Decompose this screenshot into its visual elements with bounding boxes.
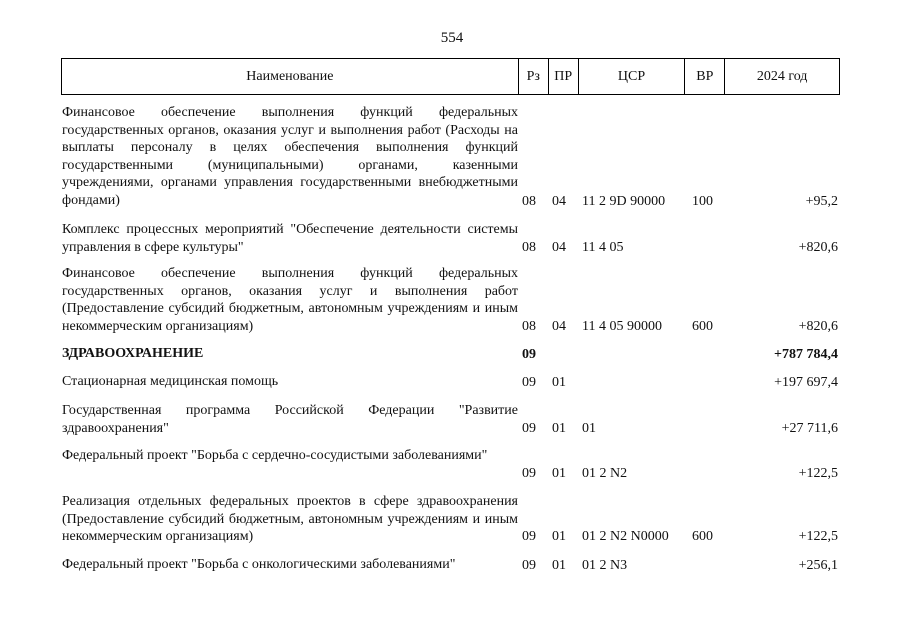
row-amount: +820,6: [798, 318, 838, 334]
row-csr: 11 4 05 90000: [582, 318, 662, 334]
row-amount: +197 697,4: [774, 374, 838, 390]
row-amount: +256,1: [798, 557, 838, 573]
row-csr: 01 2 N3: [582, 557, 628, 573]
row-name: Государственная программа Российской Федерации "Развитие здравоохранения": [62, 403, 518, 436]
row-name: ЗДРАВООХРАНЕНИЕ: [62, 346, 204, 361]
row-amount: +122,5: [798, 465, 838, 481]
table-row: [62, 447, 840, 482]
row-name: Реализация отдельных федеральных проектов в сфере здравоохранения (Предоставление субсидий бюджетным, автономным учреждениям и иным некоммерческим организациям): [62, 494, 518, 544]
row-amount: +27 711,6: [781, 420, 838, 436]
row-pr: 01: [552, 465, 566, 481]
row-name: Федеральный проект "Борьба с сердечно-сосудистыми заболеваниями": [62, 448, 488, 463]
row-rz: 09: [522, 420, 536, 436]
row-csr: 01 2 N2: [582, 465, 628, 481]
table-row: [62, 345, 840, 363]
column-header-vr: ВР: [685, 59, 725, 94]
column-header-pr: ПР: [549, 59, 579, 94]
column-header-csr: ЦСР: [579, 59, 686, 94]
row-rz: 09: [522, 528, 536, 544]
row-csr: 01: [582, 420, 596, 436]
row-vr: 600: [692, 528, 713, 544]
row-amount: +122,5: [798, 528, 838, 544]
row-pr: 04: [552, 239, 566, 255]
row-vr: 100: [692, 193, 713, 209]
row-name: Стационарная медицинская помощь: [62, 374, 279, 389]
row-pr: 04: [552, 193, 566, 209]
row-rz: 08: [522, 193, 536, 209]
column-header-year: 2024 год: [756, 68, 808, 84]
table-row: [62, 373, 840, 391]
row-name: Комплекс процессных мероприятий "Обеспечение деятельности системы управления в сфере культуры": [62, 222, 518, 255]
table-row: [62, 221, 840, 256]
row-csr: 11 4 05: [582, 239, 624, 255]
column-header-rz: Рз: [519, 59, 549, 94]
row-pr: 04: [552, 318, 566, 334]
row-name: Финансовое обеспечение выполнения функций федеральных государственных органов, оказания услуг и выполнения работ (Расходы на выплаты персоналу в целях обеспечения выполнения функций государственными (муниципальными) органами, казенными учреждениями, органами управления государственными внебюджетными фондами): [62, 105, 518, 208]
table-header: [61, 58, 840, 95]
column-header-name: Наименование: [62, 59, 519, 94]
row-amount: +820,6: [798, 239, 838, 255]
row-vr: 600: [692, 318, 713, 334]
table-row: [62, 265, 840, 335]
row-pr: 01: [552, 528, 566, 544]
row-pr: 01: [552, 374, 566, 390]
row-pr: 01: [552, 420, 566, 436]
page-number: 554: [440, 30, 464, 46]
row-csr: 01 2 N2 N0000: [582, 528, 669, 544]
row-rz: 09: [522, 374, 536, 390]
row-rz: 08: [522, 318, 536, 334]
row-rz: 09: [522, 557, 536, 573]
row-csr: 11 2 9D 90000: [582, 193, 666, 209]
row-name: Федеральный проект "Борьба с онкологическими заболеваниями": [62, 557, 456, 572]
row-rz: 08: [522, 239, 536, 255]
row-rz: 09: [522, 346, 536, 362]
table-row: [62, 402, 840, 437]
row-amount: +787 784,4: [774, 346, 838, 362]
table-row: [62, 556, 840, 574]
row-rz: 09: [522, 465, 536, 481]
row-pr: 01: [552, 557, 566, 573]
table-row: [62, 104, 840, 210]
row-amount: +95,2: [805, 193, 838, 209]
table-row: [62, 493, 840, 545]
row-name: Финансовое обеспечение выполнения функций федеральных государственных органов, оказания услуг и выполнения работ (Предоставление субсидий бюджетным, автономным учреждениям и иным некоммерческим организациям): [62, 266, 518, 334]
